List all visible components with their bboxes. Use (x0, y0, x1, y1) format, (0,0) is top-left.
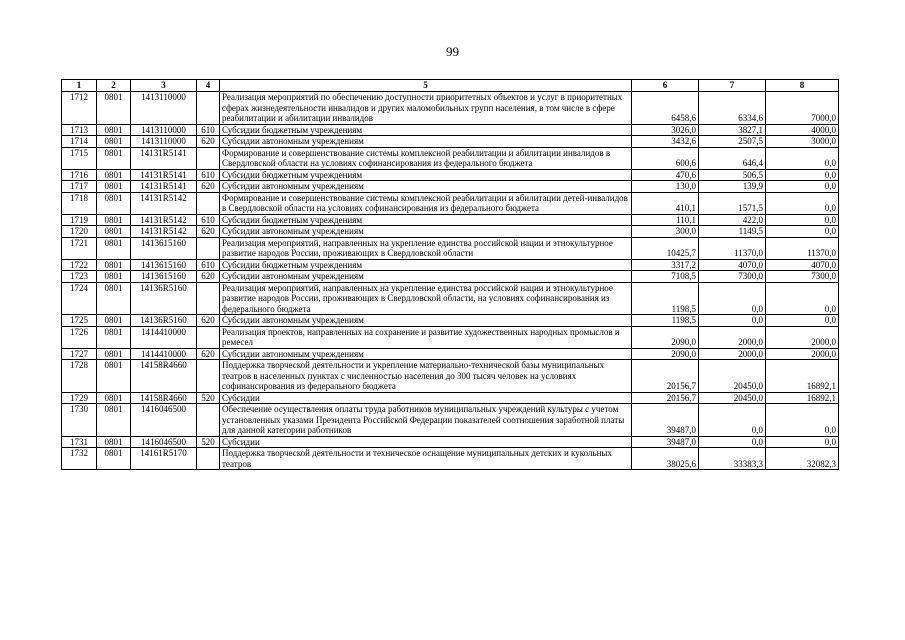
amount-col-7: 6334,6 (699, 92, 766, 125)
amount-col-7: 4070,0 (699, 259, 766, 271)
amount-col-8: 16892,1 (766, 392, 839, 404)
section-code: 0801 (97, 282, 131, 315)
target-code: 14136R5160 (131, 282, 197, 315)
expense-type: 620 (197, 181, 220, 193)
amount-col-6: 110,1 (632, 214, 699, 226)
amount-col-8: 2000,0 (766, 326, 839, 348)
table-row (62, 360, 839, 393)
section-code: 0801 (97, 124, 131, 136)
row-number: 1731 (62, 436, 97, 448)
description: Субсидии автономным учреждениям (220, 226, 632, 238)
target-code: 1413110000 (131, 136, 197, 148)
expense-type: 620 (197, 226, 220, 238)
description: Субсидии автономным учреждениям (220, 271, 632, 283)
section-code: 0801 (97, 360, 131, 393)
amount-col-6: 7108,5 (632, 271, 699, 283)
target-code: 1413110000 (131, 92, 197, 125)
description: Субсидии бюджетным учреждениям (220, 214, 632, 226)
section-code: 0801 (97, 226, 131, 238)
amount-col-6: 600,6 (632, 147, 699, 169)
amount-col-7: 422,0 (699, 214, 766, 226)
amount-col-8: 7000,0 (766, 92, 839, 125)
section-code: 0801 (97, 147, 131, 169)
description: Реализация мероприятий по обеспечению доступности приоритетных объектов и услуг в приоритетных сферах жизнедеятельности инвалидов и других маломобильных групп населения, в том числе в сфере реабилитации и абилитации инвалидов (220, 92, 632, 125)
amount-col-7: 506,5 (699, 169, 766, 181)
section-code: 0801 (97, 136, 131, 148)
section-code: 0801 (97, 436, 131, 448)
target-code: 14131R5142 (131, 226, 197, 238)
description: Реализация мероприятий, направленных на укрепление единства российской нации и этнокультурное развитие народов России, проживающих в Свердловской области (220, 237, 632, 259)
expense-type (197, 147, 220, 169)
row-number: 1713 (62, 124, 97, 136)
expense-type: 610 (197, 124, 220, 136)
amount-col-8: 0,0 (766, 226, 839, 238)
amount-col-7: 0,0 (699, 315, 766, 327)
amount-col-7: 1571,5 (699, 192, 766, 214)
amount-col-7: 33383,3 (699, 448, 766, 470)
expense-type (197, 360, 220, 393)
expense-type (197, 326, 220, 348)
amount-col-6: 300,0 (632, 226, 699, 238)
amount-col-6: 130,0 (632, 181, 699, 193)
row-number: 1725 (62, 315, 97, 327)
target-code: 1413110000 (131, 124, 197, 136)
description: Реализация проектов, направленных на сохранение и развитие художественных народных промыслов и ремесел (220, 326, 632, 348)
amount-col-6: 6458,6 (632, 92, 699, 125)
description: Субсидии автономным учреждениям (220, 315, 632, 327)
amount-col-7: 7300,0 (699, 271, 766, 283)
target-code: 14131R5141 (131, 181, 197, 193)
amount-col-7: 0,0 (699, 282, 766, 315)
description: Субсидии бюджетным учреждениям (220, 169, 632, 181)
amount-col-6: 3026,0 (632, 124, 699, 136)
description: Субсидии бюджетным учреждениям (220, 259, 632, 271)
description: Субсидии бюджетным учреждениям (220, 124, 632, 136)
section-code: 0801 (97, 348, 131, 360)
amount-col-7: 0,0 (699, 436, 766, 448)
expense-type: 610 (197, 214, 220, 226)
section-code: 0801 (97, 237, 131, 259)
amount-col-7: 3827,1 (699, 124, 766, 136)
row-number: 1719 (62, 214, 97, 226)
header-col-7: 7 (699, 80, 766, 92)
amount-col-6: 410,1 (632, 192, 699, 214)
description: Реализация мероприятий, направленных на укрепление единства российской нации и этнокультурное развитие народов России, проживающих в Свердловской области, на условиях софинансирования из федерального бюджета (220, 282, 632, 315)
section-code: 0801 (97, 271, 131, 283)
table-row (62, 214, 839, 226)
amount-col-8: 0,0 (766, 214, 839, 226)
expense-type (197, 282, 220, 315)
expense-type: 610 (197, 169, 220, 181)
amount-col-7: 1149,5 (699, 226, 766, 238)
target-code: 14131R5142 (131, 214, 197, 226)
row-number: 1717 (62, 181, 97, 193)
section-code: 0801 (97, 326, 131, 348)
header-col-4: 4 (197, 80, 220, 92)
description: Субсидии автономным учреждениям (220, 136, 632, 148)
table-row (62, 436, 839, 448)
section-code: 0801 (97, 192, 131, 214)
section-code: 0801 (97, 404, 131, 437)
target-code: 14158R4660 (131, 392, 197, 404)
table-body (62, 92, 839, 470)
amount-col-7: 20450,0 (699, 360, 766, 393)
amount-col-6: 1198,5 (632, 315, 699, 327)
amount-col-8: 2000,0 (766, 348, 839, 360)
header-col-8: 8 (766, 80, 839, 92)
table-row (62, 192, 839, 214)
description: Субсидии (220, 436, 632, 448)
amount-col-8: 16892,1 (766, 360, 839, 393)
description: Субсидии (220, 392, 632, 404)
row-number: 1728 (62, 360, 97, 393)
target-code: 1414410000 (131, 326, 197, 348)
description: Поддержка творческой деятельности и укрепление материально-технической базы муниципальных театров в населенных пунктах с численностью населения до 300 тысяч человек на условиях софинансирования из федерального бюджета (220, 360, 632, 393)
expense-type (197, 404, 220, 437)
target-code: 1413615160 (131, 237, 197, 259)
amount-col-7: 2507,5 (699, 136, 766, 148)
target-code: 1414410000 (131, 348, 197, 360)
expense-type: 620 (197, 136, 220, 148)
target-code: 14131R5141 (131, 147, 197, 169)
table-row (62, 448, 839, 470)
description: Формирование и совершенствование системы комплексной реабилитации и абилитации детей-инвалидов в Свердловской области на условиях софинансирования из федерального бюджета (220, 192, 632, 214)
row-number: 1724 (62, 282, 97, 315)
table-row (62, 237, 839, 259)
amount-col-8: 0,0 (766, 436, 839, 448)
amount-col-8: 11370,0 (766, 237, 839, 259)
header-row (62, 80, 839, 92)
amount-col-7: 2000,0 (699, 348, 766, 360)
table-row (62, 404, 839, 437)
table-row (62, 326, 839, 348)
table-row (62, 315, 839, 327)
amount-col-8: 0,0 (766, 181, 839, 193)
header-col-5: 5 (220, 80, 632, 92)
row-number: 1732 (62, 448, 97, 470)
page-number: 99 (446, 44, 459, 59)
budget-table (61, 79, 839, 470)
row-number: 1716 (62, 169, 97, 181)
row-number: 1715 (62, 147, 97, 169)
amount-col-6: 2090,0 (632, 326, 699, 348)
row-number: 1723 (62, 271, 97, 283)
target-code: 14158R4660 (131, 360, 197, 393)
amount-col-6: 10425,7 (632, 237, 699, 259)
table-row (62, 92, 839, 125)
amount-col-8: 0,0 (766, 169, 839, 181)
amount-col-6: 20156,7 (632, 360, 699, 393)
amount-col-7: 11370,0 (699, 237, 766, 259)
table-row (62, 259, 839, 271)
expense-type: 610 (197, 259, 220, 271)
amount-col-8: 4000,0 (766, 124, 839, 136)
row-number: 1722 (62, 259, 97, 271)
section-code: 0801 (97, 315, 131, 327)
row-number: 1714 (62, 136, 97, 148)
expense-type: 620 (197, 348, 220, 360)
amount-col-6: 3317,2 (632, 259, 699, 271)
section-code: 0801 (97, 448, 131, 470)
table-row (62, 348, 839, 360)
expense-type: 620 (197, 271, 220, 283)
amount-col-8: 0,0 (766, 282, 839, 315)
table-row (62, 181, 839, 193)
amount-col-7: 646,4 (699, 147, 766, 169)
target-code: 14161R5170 (131, 448, 197, 470)
table-row (62, 147, 839, 169)
row-number: 1720 (62, 226, 97, 238)
target-code: 14131R5141 (131, 169, 197, 181)
amount-col-6: 20156,7 (632, 392, 699, 404)
amount-col-7: 2000,0 (699, 326, 766, 348)
target-code: 14131R5142 (131, 192, 197, 214)
header-col-1: 1 (62, 80, 97, 92)
row-number: 1729 (62, 392, 97, 404)
amount-col-8: 0,0 (766, 192, 839, 214)
table-row (62, 136, 839, 148)
description: Субсидии автономным учреждениям (220, 181, 632, 193)
amount-col-8: 0,0 (766, 404, 839, 437)
table-row (62, 271, 839, 283)
amount-col-8: 32082,3 (766, 448, 839, 470)
section-code: 0801 (97, 169, 131, 181)
expense-type (197, 237, 220, 259)
amount-col-7: 0,0 (699, 404, 766, 437)
section-code: 0801 (97, 92, 131, 125)
amount-col-6: 1198,5 (632, 282, 699, 315)
amount-col-6: 470,6 (632, 169, 699, 181)
description: Субсидии автономным учреждениям (220, 348, 632, 360)
expense-type: 620 (197, 315, 220, 327)
amount-col-8: 3000,0 (766, 136, 839, 148)
target-code: 1416046500 (131, 404, 197, 437)
header-col-3: 3 (131, 80, 197, 92)
target-code: 1413615160 (131, 259, 197, 271)
target-code: 1413615160 (131, 271, 197, 283)
row-number: 1726 (62, 326, 97, 348)
amount-col-6: 2090,0 (632, 348, 699, 360)
expense-type (197, 92, 220, 125)
row-number: 1727 (62, 348, 97, 360)
table-row (62, 392, 839, 404)
table-row (62, 169, 839, 181)
expense-type: 520 (197, 436, 220, 448)
description: Формирование и совершенствование системы комплексной реабилитации и абилитации инвалидов в Свердловской области на условиях софинансирования из федерального бюджета (220, 147, 632, 169)
header-col-6: 6 (632, 80, 699, 92)
expense-type (197, 192, 220, 214)
table-row (62, 124, 839, 136)
amount-col-6: 38025,6 (632, 448, 699, 470)
table-row (62, 226, 839, 238)
row-number: 1712 (62, 92, 97, 125)
expense-type (197, 448, 220, 470)
table-row (62, 282, 839, 315)
expense-type: 520 (197, 392, 220, 404)
amount-col-8: 4070,0 (766, 259, 839, 271)
amount-col-7: 139,9 (699, 181, 766, 193)
amount-col-6: 3432,6 (632, 136, 699, 148)
header-col-2: 2 (97, 80, 131, 92)
row-number: 1721 (62, 237, 97, 259)
target-code: 14136R5160 (131, 315, 197, 327)
row-number: 1718 (62, 192, 97, 214)
section-code: 0801 (97, 181, 131, 193)
description: Обеспечение осуществления оплаты труда работников муниципальных учреждений культуры с учетом установленных указами Президента Российской Федерации показателей соотношения заработной платы для данной категории работников (220, 404, 632, 437)
section-code: 0801 (97, 214, 131, 226)
row-number: 1730 (62, 404, 97, 437)
section-code: 0801 (97, 392, 131, 404)
description: Поддержка творческой деятельности и техническое оснащение муниципальных детских и кукольных театров (220, 448, 632, 470)
amount-col-8: 7300,0 (766, 271, 839, 283)
section-code: 0801 (97, 259, 131, 271)
amount-col-8: 0,0 (766, 315, 839, 327)
amount-col-6: 39487,0 (632, 436, 699, 448)
target-code: 1416046500 (131, 436, 197, 448)
amount-col-7: 20450,0 (699, 392, 766, 404)
amount-col-8: 0,0 (766, 147, 839, 169)
amount-col-6: 39487,0 (632, 404, 699, 437)
